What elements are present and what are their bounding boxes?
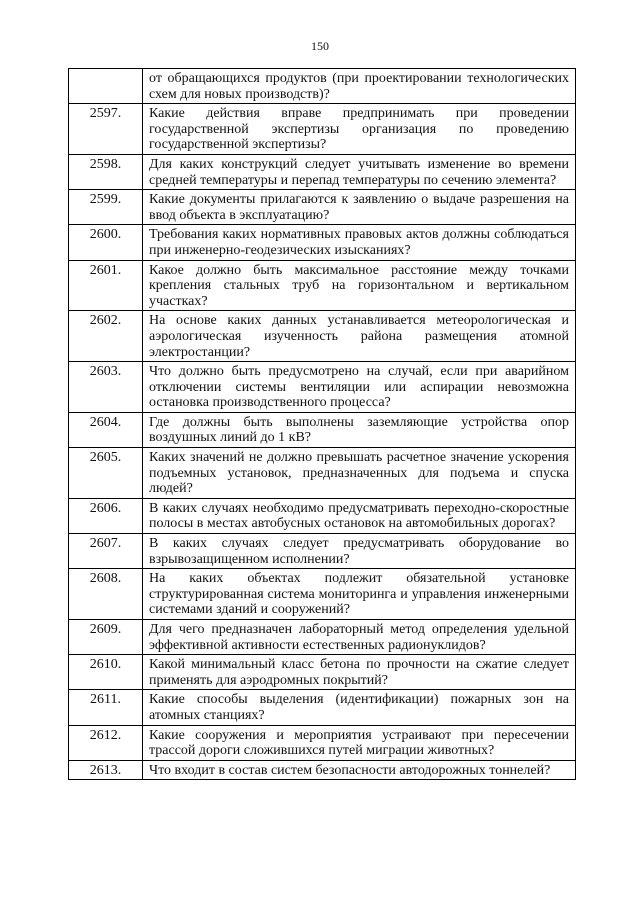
question-number: 2603. [69,362,143,413]
question-number: 2605. [69,448,143,499]
table-row [69,69,576,104]
question-number: 2608. [69,569,143,620]
question-number: 2604. [69,412,143,447]
question-number: 2613. [69,760,143,780]
question-text: Что входит в состав систем безопасности автодорожных тоннелей? [143,760,576,780]
question-text: Для чего предназначен лабораторный метод определения удельной эффективной активности естественных радионуклидов? [143,620,576,655]
table-row [69,362,576,413]
question-text: На каких объектах подлежит обязательной установке структурированная система мониторинга и управления инженерными системами зданий и сооружений? [143,569,576,620]
table-row [69,655,576,690]
question-text: Какое должно быть максимальное расстояние между точками крепления стальных труб на горизонтальном и вертикальном участках? [143,260,576,311]
question-number: 2607. [69,534,143,569]
question-text: Каких значений не должно превышать расчетное значение ускорения подъемных установок, предназначенных для подъема и спуска людей? [143,448,576,499]
question-text: В каких случаях следует предусматривать оборудование во взрывозащищенном исполнении? [143,534,576,569]
question-number: 2612. [69,725,143,760]
question-number: 2606. [69,498,143,533]
question-text: Требования каких нормативных правовых актов должны соблюдаться при инженерно-геодезических изысканиях? [143,225,576,260]
table-row [69,412,576,447]
question-number [69,69,143,104]
question-number: 2601. [69,260,143,311]
table-row [69,448,576,499]
question-text: В каких случаях необходимо предусматривать переходно-скоростные полосы в местах автобусных остановок на автомобильных дорогах? [143,498,576,533]
table-row [69,690,576,725]
question-text: Где должны быть выполнены заземляющие устройства опор воздушных линий до 1 кВ? [143,412,576,447]
question-number: 2598. [69,154,143,189]
table-row [69,498,576,533]
page-number: 150 [311,39,329,53]
question-text: Какой минимальный класс бетона по прочности на сжатие следует применять для аэродромных покрытий? [143,655,576,690]
question-number: 2609. [69,620,143,655]
table-row [69,225,576,260]
question-text: Какие документы прилагаются к заявлению о выдаче разрешения на ввод объекта в эксплуатацию? [143,190,576,225]
question-number: 2600. [69,225,143,260]
question-text: Какие сооружения и мероприятия устраивают при пересечении трассой дороги сложившихся путей миграции животных? [143,725,576,760]
question-text: Какие способы выделения (идентификации) пожарных зон на атомных станциях? [143,690,576,725]
question-text: от обращающихся продуктов (при проектировании технологических схем для новых производств)? [143,69,576,104]
table-row [69,534,576,569]
questions-table [68,68,576,780]
questions-table-body [69,69,576,780]
question-number: 2611. [69,690,143,725]
question-number: 2597. [69,104,143,155]
question-text: Какие действия вправе предпринимать при проведении государственной экспертизы организация по проведению государственной экспертизы? [143,104,576,155]
question-number: 2610. [69,655,143,690]
table-row [69,260,576,311]
table-row [69,311,576,362]
table-row [69,725,576,760]
table-row [69,190,576,225]
table-row [69,620,576,655]
question-text: На основе каких данных устанавливается метеорологическая и аэрологическая изученность района размещения атомной электростанции? [143,311,576,362]
table-row [69,154,576,189]
table-row [69,569,576,620]
table-row [69,760,576,780]
question-number: 2602. [69,311,143,362]
question-text: Что должно быть предусмотрено на случай, если при аварийном отключении системы вентиляции или аспирации невозможна остановка производственного процесса? [143,362,576,413]
question-text: Для каких конструкций следует учитывать изменение во времени средней температуры и перепад температуры по сечению элемента? [143,154,576,189]
question-number: 2599. [69,190,143,225]
table-row [69,104,576,155]
